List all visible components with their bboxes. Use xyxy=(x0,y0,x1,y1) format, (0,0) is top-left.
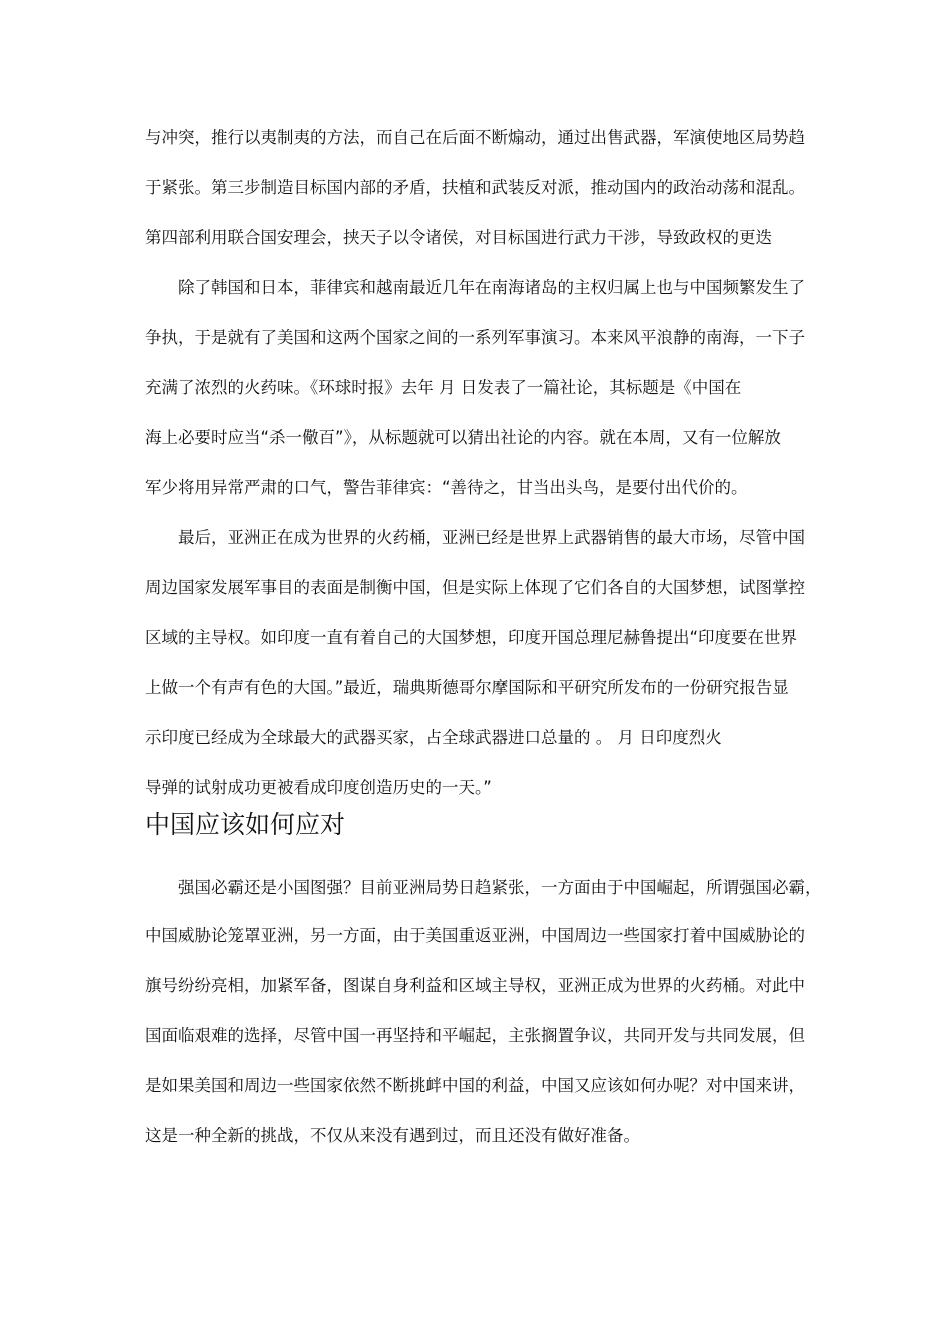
paragraph1-line-2: 于紧张。第三步制造目标国内部的矛盾，扶植和武装反对派，推动国内的政治动荡和混乱。 xyxy=(145,178,805,197)
paragraph4-line-3: 旗号纷纷亮相，加紧军备，图谋自身利益和区域主导权，亚洲正成为世界的火药桶。对此中 xyxy=(145,976,805,995)
paragraph4-line-6: 这是一种全新的挑战，不仅从来没有遇到过，而且还没有做好准备。 xyxy=(145,1126,640,1145)
paragraph2-line-2: 争执，于是就有了美国和这两个国家之间的一系列军事演习。本来风平浪静的南海，一下子 xyxy=(145,328,805,347)
paragraph3-line-6: 导弹的试射成功更被看成印度创造历史的一天。” xyxy=(145,778,492,797)
paragraph2-line-1: 除了韩国和日本，菲律宾和越南最近几年在南海诸岛的主权归属上也与中国频繁发生了 xyxy=(178,278,805,297)
paragraph2-line-3: 充满了浓烈的火药味。《环球时报》去年 月 日发表了一篇社论，其标题是《中国在 xyxy=(145,378,742,397)
paragraph4-line-1: 强国必霸还是小国图强？目前亚洲局势日趋紧张，一方面由于中国崛起，所谓强国必霸， xyxy=(178,878,822,897)
paragraph3-line-2: 周边国家发展军事目的表面是制衡中国，但是实际上体现了它们各自的大国梦想，试图掌控 xyxy=(145,578,805,597)
paragraph3-line-3: 区域的主导权。如印度一直有着自己的大国梦想，印度开国总理尼赫鲁提出“印度要在世界 xyxy=(145,628,798,647)
paragraph2-line-5: 军少将用异常严肃的口气，警告菲律宾：“善待之，甘当出头鸟，是要付出代价的。 xyxy=(145,478,748,497)
paragraph4-line-5: 是如果美国和周边一些国家依然不断挑衅中国的利益，中国又应该如何办呢？对中国来讲， xyxy=(145,1076,805,1095)
paragraph2-line-4: 海上必要时应当“杀一儆百”》，从标题就可以猜出社论的内容。就在本周，又有一位解放 xyxy=(145,428,781,447)
paragraph3-line-1: 最后，亚洲正在成为世界的火药桶，亚洲已经是世界上武器销售的最大市场，尽管中国 xyxy=(178,528,805,547)
paragraph1-line-3: 第四部利用联合国安理会，挟天子以令诸侯，对目标国进行武力干涉，导致政权的更迭 xyxy=(145,228,772,247)
paragraph3-line-4: 上做一个有声有色的大国。”最近，瑞典斯德哥尔摩国际和平研究所发布的一份研究报告显 xyxy=(145,678,789,697)
paragraph3-line-5: 示印度已经成为全球最大的武器买家，占全球武器进口总量的 。 月 日印度烈火 xyxy=(145,728,722,747)
paragraph4-line-4: 国面临艰难的选择，尽管中国一再坚持和平崛起，主张搁置争议，共同开发与共同发展，但 xyxy=(145,1026,805,1045)
section-heading: 中国应该如何应对 xyxy=(145,810,346,839)
paragraph4-line-2: 中国威胁论笼罩亚洲，另一方面，由于美国重返亚洲，中国周边一些国家打着中国威胁论的 xyxy=(145,926,805,945)
paragraph1-line-1: 与冲突，推行以夷制夷的方法，而自己在后面不断煽动，通过出售武器，军演使地区局势趋 xyxy=(145,128,805,147)
